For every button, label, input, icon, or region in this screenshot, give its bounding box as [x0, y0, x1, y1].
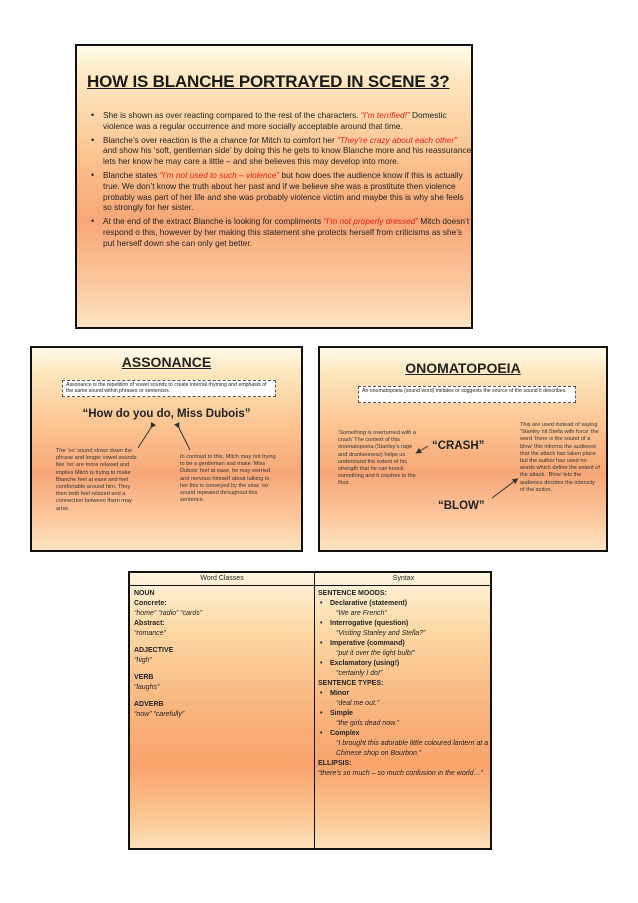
bullet-item: • She is shown as over reacting compared to the rest of the characters. “I’m terrified!” Domestic violence was a regular occurrence and more socially acceptable around that time.	[103, 110, 473, 132]
syntax-cell: SENTENCE MOODS: • Declarative (statement) “We are French” • Interrogative (question) “Visiting Stanley and Stella?” • Imperative (command) “put it over the light bulb!” • Exclamatory (using!) “certainly I do!” SENTENCE TYPES: • Minor “deal me out.” • Simple “the girls dead now.” • Complex “I brought this adorable little coloured lantern at a Chinese shop on Bourbon.” ELLIPSIS: “there’s so much – so much confusion in the world…”	[318, 589, 490, 779]
analysis-left: ‘Something is overturned with a crash’ The context of this onomatopoeia (Stanley’s rage and drunkenness) helps us understand the extent of his strength that he can knock something and it crashes to the floor.	[338, 430, 417, 487]
blow-word: “BLOW”	[438, 500, 485, 512]
slide-onomatopoeia	[318, 346, 608, 552]
key-quote: “How do you do, Miss Dubois”	[82, 408, 251, 420]
bullet-item: • Blanche states “I’m not used to such – violence” but how does the audience know if this is actually true. We don’t know the truth about her past and if we believe she was a prostitute then violence probably was part of her life and she was probably violence victim and maybe this is why she feels so strongly for her sister.	[103, 170, 473, 213]
bullet-list	[87, 110, 473, 252]
word-classes-cell: NOUN Concrete: “home” “radio” “cards” Abstract: “romance” ADJECTIVE “high” VERB “laughs” ADVERB “now” “carefully”	[134, 590, 203, 718]
quote: “I’m terrified!”	[360, 110, 410, 120]
definition-box: Assonance is the repetition of vowel sounds to create internal rhyming and emphasis of the same sound within phrases or sentences.	[62, 380, 276, 397]
slide-title: HOW IS BLANCHE PORTRAYED IN SCENE 3?	[87, 72, 450, 91]
slide-blanche-portrayal	[75, 44, 473, 329]
crash-word: “CRASH”	[432, 440, 485, 452]
slide-title: ASSONANCE	[121, 354, 212, 370]
quote: “I’m not properly dressed”	[323, 216, 418, 227]
column-divider	[314, 573, 315, 848]
arrow-blow	[492, 480, 516, 498]
arrow-crash	[418, 446, 428, 452]
word-classes-syntax-table	[128, 571, 492, 850]
analysis-left: The ‘oo’ sound slows down the phrase and longer vowel sounds like ‘oo’ are more relaxed and implies Mitch is trying to make Blanche feel at ease and feel comfortable around him. They then both feel relaxed and a connection between them may arise.	[56, 448, 137, 512]
arrow-right	[178, 426, 190, 450]
header-word-classes: Word Classes	[200, 575, 244, 582]
quote: “They’re crazy about each other”	[337, 134, 458, 145]
slide-title: ONOMATOPOEIA	[405, 360, 521, 376]
table-header	[130, 573, 490, 586]
analysis-right: This are used instead of saying ‘Stanley hit Stella with force’ the word ‘there is the sound of a blow’ this informs the audience that the attack has taken place but the author has used no words which define the extent of the attack. ‘Blow’ lets the audience decides the intensity of the action.	[520, 422, 600, 493]
analysis-right: In contrast to this, Mitch may not trying to be a gentleman and make ‘Miss Dubois’ feel at ease, he may worried and nervous himself about talking to her this is conveyed by the slow ‘oo’ sound repeated throughout this sentence.	[180, 454, 276, 504]
header-syntax: Syntax	[392, 575, 415, 582]
quote: “I’m not used to such – violence”	[159, 169, 280, 180]
bullet-item: • At the end of the extract Blanche is looking for compliments “I’m not properly dressed” Mitch doesn’t respond o this, however by her making this statement she protects herself from criticisms as she’s put herself down she can only get better.	[103, 216, 473, 248]
arrow-left	[138, 426, 152, 448]
bullet-item: • Blanche’s over reaction is the a chance for Mitch to comfort her “They’re crazy about each other” and show his ‘soft, gentleman side’ by doing this he gets to know Blanche more and his reassurance lets her know he may care a little – and she believes this may develop into more.	[103, 135, 473, 167]
definition-box: An onomatopoeia (sound word) imitates or suggests the source of the sound it describes.	[358, 386, 576, 403]
slide-assonance	[30, 346, 303, 552]
